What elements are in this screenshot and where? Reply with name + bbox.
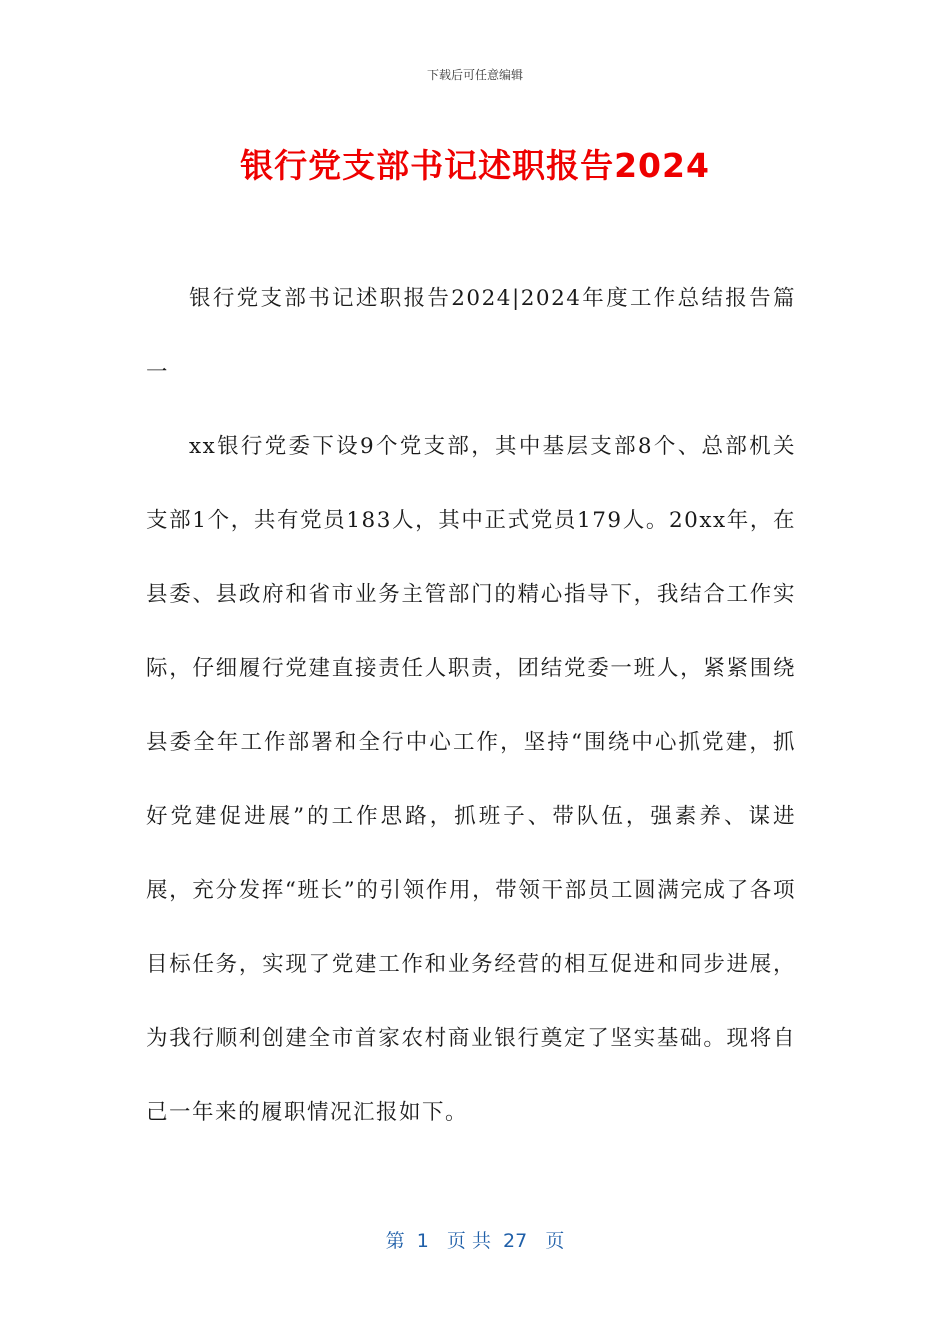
header-note: 下载后可任意编辑 (426, 68, 523, 82)
paragraph-subtitle: 银行党支部书记述职报告2024|2024年度工作总结报告篇一 (146, 286, 796, 385)
paragraph-main: xx银行党委下设9个党支部，其中基层支部8个、总部机关支部1个，共有党员183人，其中正式党员179人。20xx年，在县委、县政府和省市业务主管部门的精心指导下，我结合工作实际，仔细履行党建直接责任人职责，团结党委一班人，紧紧围绕县委全年工作部署和全行中心工作，坚持“围绕中心抓党建，抓好党建促进展”的工作思路，抓班子、带队伍，强素养、谋进展，充分发挥“班长”的引领作用，带领干部员工圆满完成了各项目标任务，实现了党建工作和业务经营的相互促进和同步进展，为我行顺利创建全市首家农村商业银行奠定了坚实基础。现将自己一年来的履职情况汇报如下。 (146, 434, 796, 1125)
document-body (146, 262, 796, 1150)
document-title: 银行党支部书记述职报告2024 (240, 146, 710, 185)
page-number-footer: 第 1 页 共 27 页 (385, 1230, 565, 1252)
